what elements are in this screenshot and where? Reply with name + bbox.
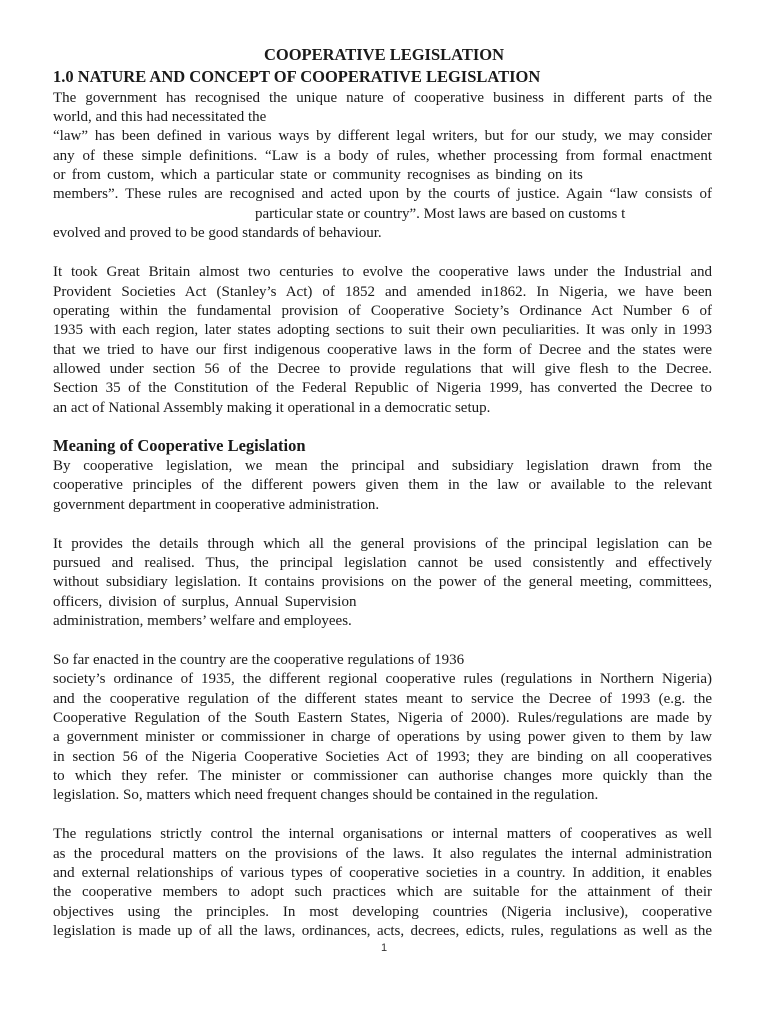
text-line: in section 56 of the Nigeria Cooperative Societies Act of 1993; they are binding on all cooperatives (53, 749, 712, 765)
text-line: without subsidiary legislation. It contains provisions on the power of the general meeting, committees, (53, 574, 712, 590)
text-line: the cooperative members to adopt such practices which are suitable for the attainment of their (53, 884, 712, 900)
text-line: administration, members’ welfare and employees. (53, 613, 352, 629)
text-line: The government has recognised the unique nature of cooperative business in different parts of the (53, 90, 712, 106)
text-line: members”. These rules are recognised and acted upon by the courts of justice. Again “law consists of (53, 186, 712, 202)
page-number: 1 (380, 942, 388, 954)
text-line: operating within the fundamental provision of Cooperative Society’s Ordinance Act Number 6 of (53, 303, 712, 319)
text-line: and external relationships of various types of cooperative societies in a country. In addition, it enables (53, 865, 712, 881)
text-line: or from custom, which a particular state or community recognises as binding on its (53, 167, 583, 183)
section-heading: 1.0 NATURE AND CONCEPT OF COOPERATIVE LEGISLATION (53, 67, 541, 86)
text-line: a government minister or commissioner in charge of operations by using power given to them by law (53, 729, 712, 745)
text-line: any of these simple definitions. “Law is a body of rules, whether processing from formal enactment (53, 148, 712, 164)
text-line: legislation is made up of all the laws, ordinances, acts, decrees, edicts, rules, regulations as well as the (53, 923, 712, 939)
text-line: So far enacted in the country are the cooperative regulations of 1936 (53, 652, 465, 668)
text-line: to which they refer. The minister or commissioner can authorise changes more quickly than the (53, 768, 712, 784)
text-line: By cooperative legislation, we mean the principal and subsidiary legislation drawn from the (53, 458, 712, 474)
text-line: allowed under section 56 of the Decree to provide regulations that will give flesh to the Decree. (53, 361, 712, 377)
text-line: 1935 with each region, later states adopting sections to suit their own peculiarities. It was only in 1993 (53, 322, 712, 338)
text-line: evolved and proved to be good standards of behaviour. (53, 225, 382, 241)
text-line: objectives using the principles. In most developing countries (Nigeria inclusive), cooperative (53, 904, 712, 920)
text-line: cooperative principles of the different powers given them in the law or available to the relevant (53, 477, 712, 493)
text-line: government department in cooperative administration. (53, 497, 380, 513)
text-line: officers, division of surplus, Annual Supervision (53, 594, 357, 610)
subheading-meaning: Meaning of Cooperative Legislation (53, 436, 306, 455)
text-line: Cooperative Regulation of the South Eastern States, Nigeria of 2000). Rules/regulations are made by (53, 710, 712, 726)
text-line: It provides the details through which all the general provisions of the principal legislation can be (53, 536, 712, 552)
document-title: COOPERATIVE LEGISLATION (263, 45, 505, 64)
text-line: Provident Societies Act (Stanley’s Act) of 1852 and amended in1862. In Nigeria, we have been (53, 284, 712, 300)
text-line: world, and this had necessitated the (53, 109, 267, 125)
text-line: as the procedural matters on the provisions of the laws. It also regulates the internal administration (53, 846, 712, 862)
text-line: pursued and realised. Thus, the principal legislation cannot be used consistently and effectively (53, 555, 712, 571)
text-line: Section 35 of the Constitution of the Federal Republic of Nigeria 1999, has converted the Decree to (53, 380, 712, 396)
text-line: legislation. So, matters which need frequent changes should be contained in the regulation. (53, 787, 599, 803)
text-line: society’s ordinance of 1935, the different regional cooperative rules (regulations in Northern Nigeria) (53, 671, 712, 687)
text-line: and the cooperative regulation of the different states meant to service the Decree of 1993 (e.g. the (53, 691, 712, 707)
text-line: particular state or country”. Most laws are based on customs t (255, 206, 626, 222)
text-line: It took Great Britain almost two centuries to evolve the cooperative laws under the Industrial and (53, 264, 712, 280)
text-line: “law” has been defined in various ways by different legal writers, but for our study, we may consider (53, 128, 712, 144)
text-line: an act of National Assembly making it operational in a democratic setup. (53, 400, 491, 416)
text-line: that we tried to have our first indigenous cooperative laws in the form of Decree and the states were (53, 342, 712, 358)
text-line: The regulations strictly control the internal organisations or internal matters of cooperatives as well (53, 826, 712, 842)
